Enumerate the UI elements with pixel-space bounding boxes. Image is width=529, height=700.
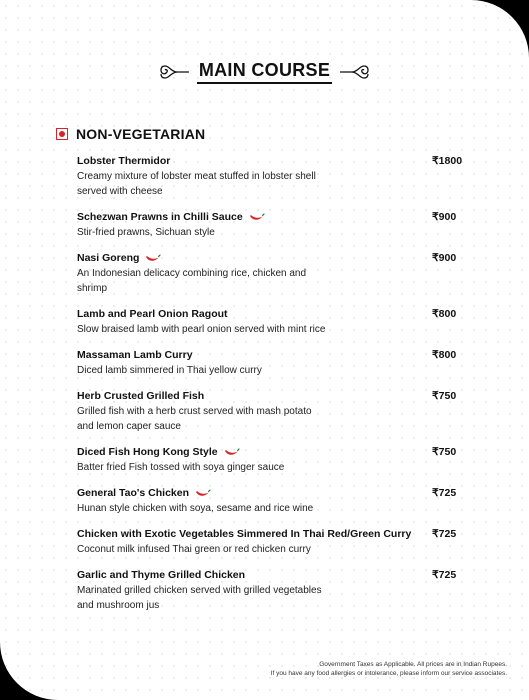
item-name-row: [77, 444, 477, 460]
item-name: General Tao's Chicken: [77, 487, 190, 499]
item-name-row: [77, 153, 477, 169]
chilli-icon: [145, 254, 161, 263]
item-description: An Indonesian delicacy combining rice, chicken and shrimp: [77, 268, 307, 294]
section-heading: [0, 60, 529, 84]
item-price: ₹800: [432, 308, 457, 320]
item-name: Garlic and Thyme Grilled Chicken: [77, 569, 246, 581]
item-name: Massaman Lamb Curry: [77, 349, 193, 361]
item-name: Chicken with Exotic Vegetables Simmered In Thai Red/Green Curry: [77, 528, 412, 540]
menu-item: [77, 567, 477, 613]
item-name: Nasi Goreng: [77, 252, 140, 264]
item-description: Marinated grilled chicken served with grilled vegetables and mushroom jus: [77, 585, 322, 611]
menu-item: [77, 388, 477, 434]
item-description: Creamy mixture of lobster meat stuffed in lobster shell served with cheese: [77, 171, 316, 197]
item-price: ₹900: [432, 211, 457, 223]
chilli-icon: [249, 213, 265, 222]
section-title: NON-VEGETARIAN: [76, 126, 206, 142]
right-flourish-icon: [338, 61, 372, 83]
item-price: ₹800: [432, 349, 457, 361]
menu-item: [77, 209, 477, 240]
menu-item: [77, 250, 477, 296]
item-name: Schezwan Prawns in Chilli Sauce: [77, 211, 243, 223]
section-header: [56, 126, 205, 142]
left-flourish-icon: [157, 61, 191, 83]
menu-item: [77, 485, 477, 516]
item-description: Grilled fish with a herb crust served with mash potato and lemon caper sauce: [77, 406, 312, 432]
non-veg-mark-icon: [56, 128, 68, 140]
footer-line-1: Government Taxes as Applicable. All prices are in Indian Rupees.: [319, 661, 507, 668]
item-price: ₹725: [432, 487, 457, 499]
item-price: ₹725: [432, 528, 457, 540]
item-name-row: [77, 388, 477, 404]
item-price: ₹725: [432, 569, 457, 581]
item-name-row: [77, 526, 477, 542]
item-description: Hunan style chicken with soya, sesame and rice wine: [77, 503, 314, 514]
item-price: ₹1800: [432, 155, 463, 167]
footer-line-2: If you have any food allergies or intolerance, please inform our service associates.: [270, 670, 507, 677]
menu-item: [77, 347, 477, 378]
menu-item: [77, 444, 477, 475]
item-name-row: [77, 209, 477, 225]
page-title: MAIN COURSE: [197, 60, 332, 84]
item-description: Batter fried Fish tossed with soya ginger sauce: [77, 462, 285, 473]
item-name-row: [77, 485, 477, 501]
item-price: ₹750: [432, 390, 457, 402]
chilli-icon: [195, 489, 211, 498]
chilli-icon: [224, 448, 240, 457]
footer-note: [271, 660, 507, 678]
item-description: Coconut milk infused Thai green or red chicken curry: [77, 544, 311, 555]
item-name-row: [77, 306, 477, 322]
item-name: Herb Crusted Grilled Fish: [77, 390, 205, 402]
item-name: Diced Fish Hong Kong Style: [77, 446, 218, 458]
item-name-row: [77, 250, 477, 266]
item-name-row: [77, 567, 477, 583]
menu-items-list: [77, 153, 477, 623]
menu-item: [77, 153, 477, 199]
item-description: Stir-fried prawns, Sichuan style: [77, 227, 215, 238]
item-name-row: [77, 347, 477, 363]
menu-item: [77, 526, 477, 557]
item-name: Lobster Thermidor: [77, 155, 171, 167]
item-price: ₹750: [432, 446, 457, 458]
item-description: Slow braised lamb with pearl onion served with mint rice: [77, 324, 326, 335]
menu-item: [77, 306, 477, 337]
item-name: Lamb and Pearl Onion Ragout: [77, 308, 228, 320]
item-price: ₹900: [432, 252, 457, 264]
item-description: Diced lamb simmered in Thai yellow curry: [77, 365, 262, 376]
